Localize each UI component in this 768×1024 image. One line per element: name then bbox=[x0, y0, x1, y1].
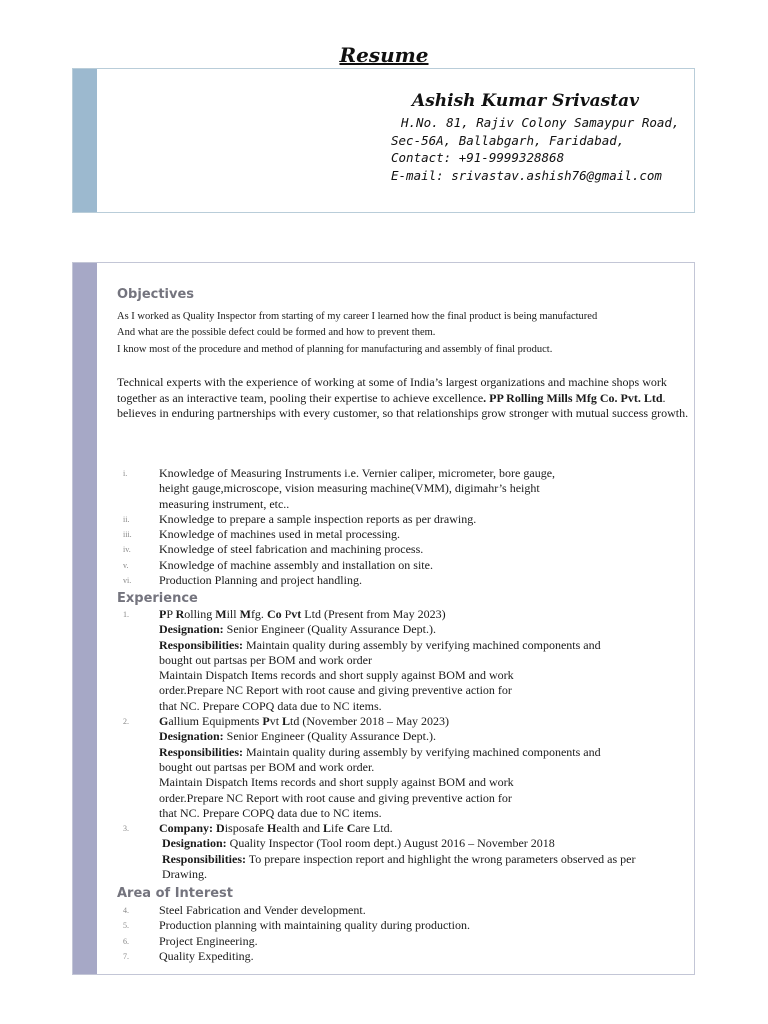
responsibility-text: Drawing. bbox=[162, 867, 207, 882]
company-name-part: L bbox=[323, 821, 332, 836]
company-name-part: ealth and bbox=[276, 821, 324, 836]
objective-line: And what are the possible defect could be formed and how to prevent them. bbox=[117, 327, 436, 338]
skill-item bbox=[117, 542, 555, 557]
responsibility-text: order.Prepare NC Report with root cause and giving preventive action for bbox=[159, 790, 512, 805]
skill-item bbox=[117, 466, 555, 512]
company-line bbox=[159, 821, 636, 836]
skill-item bbox=[117, 573, 555, 588]
company-name-part: P bbox=[262, 714, 270, 729]
experience-item bbox=[117, 607, 636, 714]
designation-label: Designation: bbox=[159, 622, 224, 637]
responsibility-line bbox=[159, 653, 636, 668]
responsibility-text: Maintain quality during assembly by verifying machined components and bbox=[243, 744, 601, 759]
designation-value: Quality Inspector (Tool room dept.) August 2016 – November 2018 bbox=[226, 836, 555, 851]
responsibility-line bbox=[159, 852, 636, 867]
responsibility-line bbox=[159, 683, 636, 698]
designation-line bbox=[159, 622, 636, 637]
objective-paragraph bbox=[117, 375, 707, 422]
interest-text: Steel Fabrication and Vender development. bbox=[159, 903, 366, 917]
interest-heading: Area of Interest bbox=[117, 886, 234, 901]
interest-item bbox=[117, 934, 470, 949]
responsibility-text: Maintain Dispatch Items records and short supply against BOM and work bbox=[159, 775, 514, 790]
experience-item bbox=[117, 714, 636, 821]
list-number: 1. bbox=[123, 610, 129, 619]
responsibilities-label: Responsibilities: bbox=[162, 851, 247, 866]
objective-line: As I worked as Quality Inspector from starting of my career I learned how the final product is being manufactured bbox=[117, 311, 598, 322]
skill-text: Knowledge of machines used in metal processing. bbox=[159, 527, 400, 542]
body-accent-bar bbox=[73, 263, 97, 974]
contact-phone: Contact: +91-9999328868 bbox=[391, 150, 565, 165]
company-name-part: td (November 2018 – May 2023) bbox=[290, 714, 450, 729]
body-box bbox=[72, 262, 695, 975]
company-line bbox=[159, 714, 636, 729]
responsibility-line bbox=[159, 638, 636, 653]
designation-label: Designation: bbox=[159, 729, 224, 744]
responsibility-text: that NC. Prepare COPQ data due to NC items. bbox=[159, 698, 382, 713]
list-number: 3. bbox=[123, 824, 129, 834]
contact-block bbox=[391, 91, 679, 184]
candidate-name: Ashish Kumar Srivastav bbox=[412, 91, 639, 111]
company-name-part: L bbox=[282, 714, 291, 729]
company-label: Company: bbox=[159, 821, 214, 836]
list-number: iii. bbox=[123, 530, 132, 540]
objectives-heading: Objectives bbox=[117, 287, 195, 302]
contact-email: E-mail: srivastav.ashish76@gmail.com bbox=[391, 167, 662, 183]
skills-list bbox=[117, 466, 555, 588]
responsibility-line bbox=[159, 791, 636, 806]
company-name-part: R bbox=[175, 607, 185, 621]
experience-list bbox=[117, 607, 636, 882]
skill-item bbox=[117, 512, 555, 527]
skill-text: Knowledge of steel fabrication and machining process. bbox=[159, 542, 424, 557]
company-name-part: P bbox=[166, 607, 176, 621]
interest-text: Project Engineering. bbox=[159, 933, 258, 948]
company-name-part: M bbox=[215, 607, 227, 621]
responsibility-line bbox=[159, 668, 636, 683]
list-number: 5. bbox=[123, 921, 129, 931]
responsibility-text: Maintain quality during assembly by verifying machined components and bbox=[243, 637, 601, 652]
skill-text: height gauge,microscope, vision measuring machine(VMM), digimahr’s height bbox=[159, 481, 540, 496]
address-line-1: H.No. 81, Rajiv Colony Samaypur Road, bbox=[401, 115, 680, 130]
interest-text: Production planning with maintaining quality during production. bbox=[159, 918, 470, 933]
responsibility-text: To prepare inspection report and highlight the wrong parameters observed as per bbox=[246, 851, 636, 866]
company-name-part: td (Present from May 2023) bbox=[311, 607, 446, 621]
company-name-part: fg. bbox=[250, 607, 267, 621]
responsibility-line bbox=[159, 867, 636, 882]
interest-list bbox=[117, 903, 470, 964]
header-box bbox=[72, 68, 695, 213]
company-name-part: H bbox=[267, 821, 277, 836]
company-name-part: M bbox=[239, 607, 251, 621]
responsibility-line bbox=[159, 775, 636, 790]
objective-line: I know most of the procedure and method of planning for manufacturing and assembly of final product. bbox=[117, 344, 553, 355]
company-name-part: L bbox=[304, 607, 312, 621]
responsibility-line bbox=[159, 760, 636, 775]
list-number: 4. bbox=[123, 906, 129, 915]
skill-text: measuring instrument, etc.. bbox=[159, 496, 290, 511]
responsibility-line bbox=[159, 745, 636, 760]
designation-line bbox=[159, 836, 636, 851]
responsibilities-label: Responsibilities: bbox=[159, 744, 244, 759]
company-line bbox=[159, 607, 636, 622]
company-name-part: ife bbox=[331, 821, 347, 836]
interest-item bbox=[117, 949, 470, 964]
skill-text: Knowledge to prepare a sample inspection reports as per drawing. bbox=[159, 511, 477, 526]
skill-text: Knowledge of Measuring Instruments i.e. Vernier caliper, micrometer, bore gauge, bbox=[159, 466, 556, 480]
paragraph-company: . PP Rolling Mills Mfg Co. Pvt. Ltd bbox=[483, 390, 663, 405]
company-name-part: ill bbox=[226, 607, 240, 621]
skill-text: Knowledge of machine assembly and installation on site. bbox=[159, 557, 433, 572]
skill-item bbox=[117, 558, 555, 573]
responsibility-line bbox=[159, 806, 636, 821]
list-number: 2. bbox=[123, 717, 129, 727]
list-number: ii. bbox=[123, 514, 130, 524]
interest-text: Quality Expediting. bbox=[159, 948, 254, 963]
company-name-part: P bbox=[284, 607, 292, 621]
designation-value: Senior Engineer (Quality Assurance Dept.). bbox=[223, 622, 436, 637]
company-name-part: allium Equipments bbox=[168, 714, 263, 729]
company-name-part: olling bbox=[184, 607, 216, 621]
responsibility-text: Maintain Dispatch Items records and short supply against BOM and work bbox=[159, 668, 514, 683]
list-number: 6. bbox=[123, 936, 129, 946]
interest-item bbox=[117, 918, 470, 933]
company-name-part: are Ltd. bbox=[355, 821, 393, 836]
company-name-part: Co bbox=[266, 607, 285, 621]
address-line-2: Sec-56A, Ballabgarh, Faridabad, bbox=[391, 132, 625, 148]
responsibility-text: order.Prepare NC Report with root cause and giving preventive action for bbox=[159, 683, 512, 698]
skill-text: Production Planning and project handling. bbox=[159, 573, 362, 588]
list-number: 7. bbox=[123, 951, 129, 961]
responsibility-text: that NC. Prepare COPQ data due to NC items. bbox=[159, 805, 382, 820]
company-name-part: P bbox=[159, 607, 167, 621]
paragraph-text: . believes in enduring partnerships with every customer, so that relationships grow stronger with mutual success growth. bbox=[117, 390, 689, 420]
paragraph-text: Technical experts with the experience of working at some of India’s largest organizations and machine shops work together as an interactive team, pooling their expertise to achieve excellence bbox=[117, 375, 667, 405]
company-name-part: vt bbox=[291, 607, 305, 621]
list-number: v. bbox=[123, 560, 129, 570]
interest-item bbox=[117, 903, 470, 918]
responsibility-text: bought out partsas per BOM and work order. bbox=[159, 759, 375, 774]
responsibility-line bbox=[159, 699, 636, 714]
responsibilities-label: Responsibilities: bbox=[159, 637, 244, 652]
company-name-part: vt bbox=[269, 714, 283, 729]
experience-item bbox=[117, 821, 636, 882]
list-number: i. bbox=[123, 469, 128, 478]
list-number: vi. bbox=[123, 576, 132, 586]
skill-item bbox=[117, 527, 555, 542]
designation-value: Senior Engineer (Quality Assurance Dept.). bbox=[223, 729, 436, 744]
company-name-part: isposafe bbox=[224, 821, 268, 836]
company-name-part: C bbox=[346, 821, 356, 836]
page-title: Resume bbox=[339, 43, 429, 67]
responsibility-text: bought out partsas per BOM and work order bbox=[159, 652, 372, 667]
designation-line bbox=[159, 729, 636, 744]
company-name-part: D bbox=[216, 821, 225, 836]
experience-heading: Experience bbox=[117, 591, 198, 606]
list-number: iv. bbox=[123, 545, 131, 555]
header-accent-bar bbox=[73, 69, 97, 212]
company-name-part: G bbox=[159, 714, 169, 729]
designation-label: Designation: bbox=[162, 836, 227, 851]
